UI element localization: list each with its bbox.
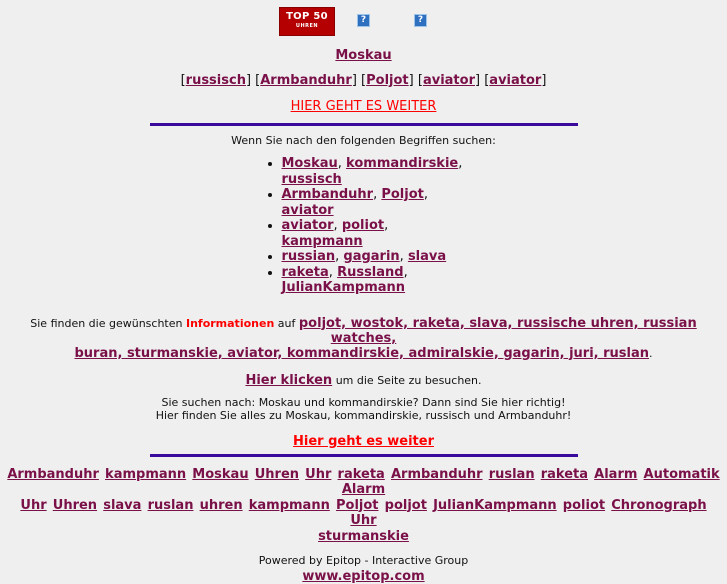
keyword-link[interactable]: raketa xyxy=(281,264,329,280)
list-item: • Armbanduhr, Poljot, aviator xyxy=(282,187,472,218)
continue-top-link[interactable]: HIER GEHT ES WEITER xyxy=(290,99,437,114)
keyword-link[interactable]: kommandirskie xyxy=(346,156,459,171)
cloud-link[interactable]: Moskau xyxy=(192,466,249,482)
hier-klicken-link[interactable]: Hier klicken xyxy=(245,372,333,388)
cloud-link[interactable]: kampmann xyxy=(248,497,330,513)
cloud-link[interactable]: Chronograph xyxy=(611,497,707,513)
cloud-link[interactable]: Alarm xyxy=(594,466,638,482)
tag-link[interactable]: Armbanduhr xyxy=(260,73,352,88)
keyword-link[interactable]: kampmann xyxy=(281,233,363,249)
click-paragraph: Hier klicken um die Seite zu besuchen. xyxy=(245,372,482,388)
cloud-link[interactable]: Uhr xyxy=(20,497,47,513)
page-title xyxy=(0,48,727,66)
continue-bottom xyxy=(0,434,727,449)
cloud-link[interactable]: poljot xyxy=(384,497,427,513)
keyword-link[interactable]: Poljot xyxy=(381,187,424,202)
cloud-link[interactable]: Armbanduhr xyxy=(390,466,483,482)
powered-by: Powered by Epitop - Interactive Group xyxy=(258,554,469,567)
divider xyxy=(150,123,578,126)
keyword-link[interactable]: JulianKampmann xyxy=(281,280,406,295)
tag-link[interactable]: aviator xyxy=(422,73,475,88)
help-icon[interactable]: ? xyxy=(357,14,370,27)
keyword-link[interactable]: russian xyxy=(281,249,336,264)
header-icons xyxy=(0,0,727,40)
list-item: • russian, gagarin, slava xyxy=(282,249,472,265)
cloud-link[interactable]: ruslan xyxy=(147,497,194,513)
tag-cloud xyxy=(6,467,721,545)
tag-link[interactable]: russisch xyxy=(185,73,246,88)
list-item: • Moskau, kommandirskie, russisch xyxy=(282,156,472,187)
keyword-link[interactable]: Russland xyxy=(337,264,404,280)
keyword-link[interactable]: slava xyxy=(407,249,447,264)
tag-link[interactable]: aviator xyxy=(489,73,542,88)
cloud-link[interactable]: poliot xyxy=(562,497,606,513)
tag-link[interactable]: Poljot xyxy=(366,73,409,88)
keyword-link[interactable]: poliot xyxy=(341,218,385,233)
info-paragraph: Sie finden die gewünschten Informationen auf poljot, wostok, raketa, slava, russische uhren, russian watches, buran, sturmanskie, aviator, kommandirskie, admiralskie, gagarin, juri, ruslan. xyxy=(30,315,697,361)
keyword-link[interactable]: aviator xyxy=(281,218,334,233)
logo-line2: UHREN xyxy=(295,23,319,29)
cloud-link[interactable]: Alarm xyxy=(341,482,386,497)
title-link[interactable]: Moskau xyxy=(335,48,392,63)
cloud-link[interactable]: uhren xyxy=(199,497,243,513)
logo-line1: TOP 50 xyxy=(286,11,328,22)
keyword-list xyxy=(262,156,472,296)
keyword-link[interactable]: aviator xyxy=(281,202,334,218)
intro-text: Wenn Sie nach den folgenden Begriffen suchen: xyxy=(231,134,496,147)
cloud-link[interactable]: Uhren xyxy=(254,466,300,482)
list-item: • aviator, poliot, kampmann xyxy=(282,218,472,249)
keyword-link[interactable]: Armbanduhr xyxy=(281,187,374,202)
divider xyxy=(150,454,578,457)
list-item: • raketa, Russland, JulianKampmann xyxy=(282,265,472,296)
tag-links: [russisch] [Armbanduhr] [Poljot] [aviator] [aviator] xyxy=(180,73,547,88)
top50-uhren-logo[interactable] xyxy=(279,7,335,36)
continue-bottom-link[interactable]: Hier geht es weiter xyxy=(292,433,434,449)
cloud-link[interactable]: JulianKampmann xyxy=(433,497,557,513)
cloud-link[interactable]: ruslan xyxy=(488,466,535,482)
cloud-link[interactable]: Uhr xyxy=(305,466,332,482)
keyword-link[interactable]: russisch xyxy=(281,171,342,187)
info-highlight: Informationen xyxy=(185,316,275,330)
info-link[interactable]: buran, sturmanskie, aviator, kommandirskie, admiralskie, gagarin, juri, ruslan xyxy=(74,345,649,361)
help-icon[interactable]: ? xyxy=(414,14,427,27)
cloud-link[interactable]: Automatik xyxy=(643,466,720,482)
cloud-link[interactable]: raketa xyxy=(337,466,385,482)
search-text: Sie suchen nach: Moskau und kommandirskie? Dann sind Sie hier richtig! Hier finden Sie alles zu Moskau, kommandirskie, russisch und Armbanduhr! xyxy=(155,395,572,422)
cloud-link[interactable]: kampmann xyxy=(105,466,187,482)
keyword-link[interactable]: Moskau xyxy=(281,156,338,171)
cloud-link[interactable]: raketa xyxy=(540,466,589,482)
keyword-link[interactable]: gagarin xyxy=(343,249,400,264)
cloud-link[interactable]: sturmanskie xyxy=(318,528,409,544)
cloud-link[interactable]: Uhren xyxy=(52,497,98,513)
epitop-link[interactable]: www.epitop.com xyxy=(302,569,425,584)
cloud-link[interactable]: Uhr xyxy=(350,513,377,528)
continue-top xyxy=(0,99,727,117)
cloud-link[interactable]: slava xyxy=(103,497,142,513)
cloud-link[interactable]: Armbanduhr xyxy=(7,466,99,482)
info-link[interactable]: poljot, wostok, raketa, slava, russische uhren, russian watches, xyxy=(298,315,697,346)
cloud-link[interactable]: Poljot xyxy=(335,497,379,513)
footer-url xyxy=(0,569,727,584)
